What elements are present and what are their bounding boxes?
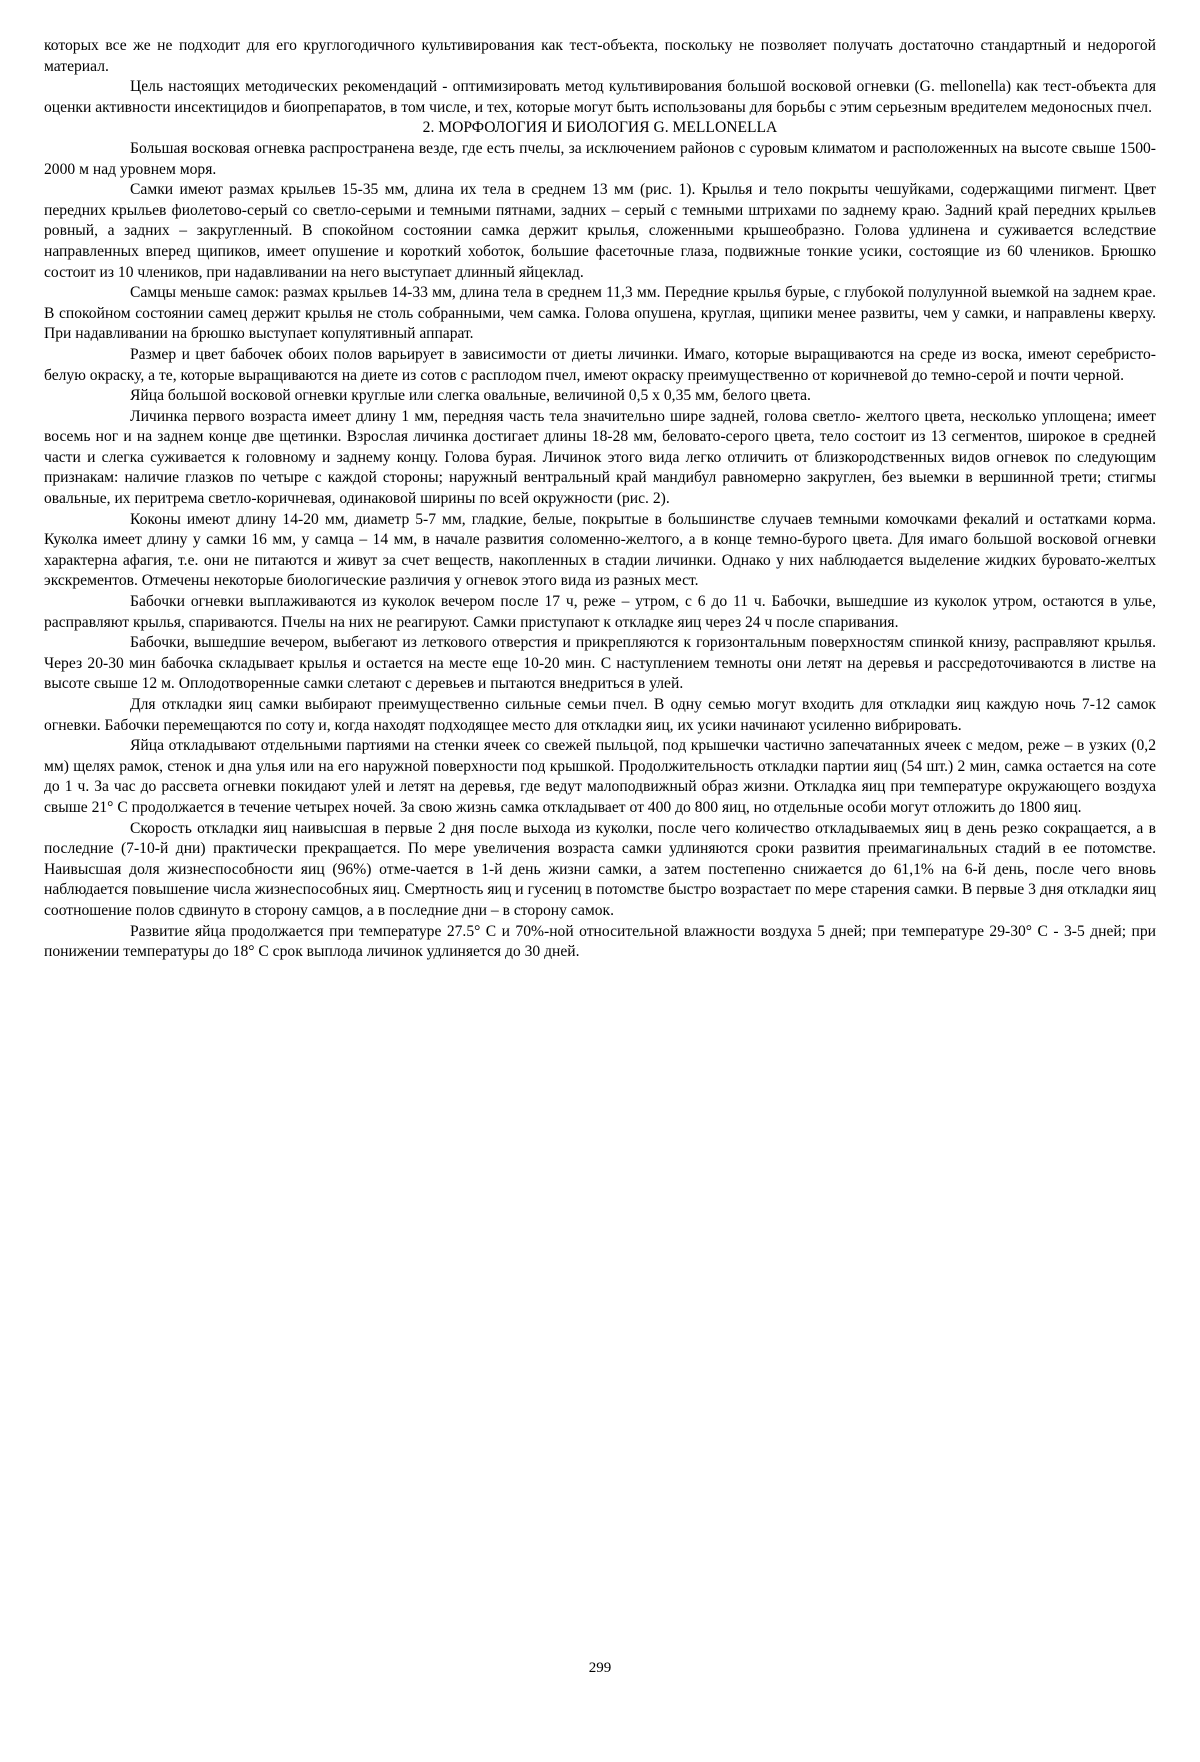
body-paragraph-egg-batches: Яйца откладывают отдельными партиями на стенки ячеек со свежей пыльцой, под крышечки частично запечатанных ячеек с медом, реже – в узких (0,2 мм) щелях рамок, стенок и дна улья или на его наружной поверхности под крышкой. Продолжительность откладки партии яиц (54 шт.) 2 мин, самка остается на соте до 1 ч. За час до рассвета огневки покидают улей и летят на деревья, где ведут малоподвижный образ жизни. Откладка яиц при температуре окружающего воздуха свыше 21° С продолжается в течение четырех ночей. За свою жизнь самка откладывает от 400 до 800 яиц, но отдельные особи могут отложить до 1800 яиц. [44,737,1156,816]
body-paragraph-males: Самцы меньше самок: размах крыльев 14-33 мм, длина тела в среднем 11,3 мм. Передние крылья бурые, с глубокой полулунной выемкой на заднем крае. В спокойном состоянии самец держит крылья не столь собранными, чем самка. Голова опушена, круглая, щипики менее развиты, чем у самки, и направлены кверху. При надавливании на брюшко выступает копулятивный аппарат. [44,284,1156,343]
body-paragraph-evening-moths: Бабочки, вышедшие вечером, выбегают из леткового отверстия и прикрепляются к горизонтальным поверхностям спинкой книзу, расправляют крылья. Через 20-30 мин бабочка складывает крылья и остается на месте еще 10-20 мин. С наступлением темноты они летят на деревья и рассредоточиваются в листве на высоте свыше 12 м. Оплодотворенные самки слетают с деревьев и пытаются внедриться в улей. [44,634,1156,693]
body-paragraph-egg-development: Развитие яйца продолжается при температуре 27.5° С и 70%-ной относительной влажности воздуха 5 дней; при температуре 29-30° С - 3-5 дней; при понижении температуры до 18° С срок выплода личинок удлиняется до 30 дней. [44,922,1156,961]
body-paragraph-egg-laying-site: Для откладки яиц самки выбирают преимущественно сильные семьи пчел. В одну семью могут входить для откладки яиц каждую ночь 7-12 самок огневки. Бабочки перемещаются по соту и, когда находят подходящее место для откладки яиц, их усики начинают усиленно вибрировать. [44,696,1156,734]
page-number: 299 [588,1660,612,1676]
document-page [44,36,1156,1726]
body-paragraph-size-color: Размер и цвет бабочек обоих полов варьирует в зависимости от диеты личинки. Имаго, которые выращиваются на среде из воска, имеют серебристо-белую окраску, а те, которые выращиваются на диете из сотов с расплодом пчел, имеют окраску преимущественно от коричневой до темно-серой и почти черной. [44,345,1156,384]
body-paragraph-distribution: Большая восковая огневка распространена везде, где есть пчелы, за исключением районов с суровым климатом и расположенных на высоте свыше 1500-2000 м над уровнем моря. [44,139,1156,178]
section-heading: 2. МОРФОЛОГИЯ И БИОЛОГИЯ G. MELLONELLA [422,119,778,137]
body-paragraph-cocoons: Коконы имеют длину 14-20 мм, диаметр 5-7 мм, гладкие, белые, покрытые в большинстве случаев темными комочками фекалий и остатками корма. Куколка имеет длину у самки 16 мм, у самца – 14 мм, в начале развития соломенно-желтого, а в конце темно-бурого цвета. Для имаго большой восковой огневки характерна афагия, т.е. они не питаются и живут за счет веществ, накопленных в стадии личинки. Однако у них наблюдается выделение жидких буровато-желтых экскрементов. Отмечены некоторые биологические различия у огневок этого вида из разных мест. [44,510,1156,590]
body-paragraph-eggs: Яйца большой восковой огневки круглые или слегка овальные, величиной 0,5 х 0,35 мм, белого цвета. [130,387,811,405]
body-paragraph-emergence: Бабочки огневки выплаживаются из куколок вечером после 17 ч, реже – утром, с 6 до 11 ч. Бабочки, вышедшие из куколок утром, остаются в улье, расправляют крылья, спариваются. Пчелы на них не реагируют. Самки приступают к откладке яиц через 24 ч после спаривания. [44,593,1156,631]
intro-continuation-paragraph: которых все же не подходит для его круглогодичного культивирования как тест-объекта, поскольку не позволяет получать достаточно стандартный и недорогой материал. [44,37,1156,75]
goal-paragraph: Цель настоящих методических рекомендаций - оптимизировать метод культивирования большой восковой огневки (G. mellonella) как тест-объекта для оценки активности инсектицидов и биопрепаратов, в том числе, и тех, которые могут быть использованы для борьбы с этим серьезным вредителем медоносных пчел. [44,78,1156,116]
body-paragraph-larva: Личинка первого возраста имеет длину 1 мм, передняя часть тела значительно шире задней, голова светло- желтого цвета, несколько уплощена; имеет восемь ног и на заднем конце две щетинки. Взрослая личинка достигает длины 18-28 мм, беловато-серого цвета, тело состоит из 13 сегментов, широкое в средней части и слегка суживается к головному и заднему концу. Голова бурая. Личинок этого вида легко отличить от близкородственных видов огневок по следующим признакам: наличие глазков по четыре с каждой стороны; наружный вентральный край мандибул равномерно закруглен, без выемки в вершинной трети; стигмы овальные, их перитрема светло-коричневая, одинаковой ширины по всей окружности (рис. 2). [44,407,1156,508]
body-paragraph-laying-rate: Скорость откладки яиц наивысшая в первые 2 дня после выхода из куколки, после чего количество откладываемых яиц в день резко сокращается, а в последние (7-10-й дни) практически прекращается. По мере увеличения возраста самки удлиняются сроки развития преимагинальных стадий в ее потомстве. Наивысшая доля жизнеспособности яиц (96%) отме-чается в 1-й день жизни самки, а затем постепенно снижается до 61,1% на 6-й день, после чего вновь наблюдается повышение числа жизнеспособных яиц. Смертность яиц и гусениц в потомстве быстро возрастает по мере старения самки. В первые 3 дня откладки яиц соотношение полов сдвинуто в сторону самцов, а в последние дни – в сторону самок. [44,819,1156,919]
body-paragraph-females: Самки имеют размах крыльев 15-35 мм, длина их тела в среднем 13 мм (рис. 1). Крылья и тело покрыты чешуйками, содержащими пигмент. Цвет передних крыльев фиолетово-серый со светло-серыми и темными пятнами, задних – серый с темными штрихами по заднему краю. Задний край передних крыльев ровный, а задних – закругленный. В спокойном состоянии самка держит крылья, сложенными крышеобразно. Голова удлинена и суживается вследствие направленных вперед щипиков, имеет опушение и короткий хоботок, большие фасеточные глаза, подвижные тонкие усики, состоящие из 60 члеников. Брюшко состоит из 10 члеников, при надавливании на него выступает длинный яйцеклад. [44,181,1156,281]
